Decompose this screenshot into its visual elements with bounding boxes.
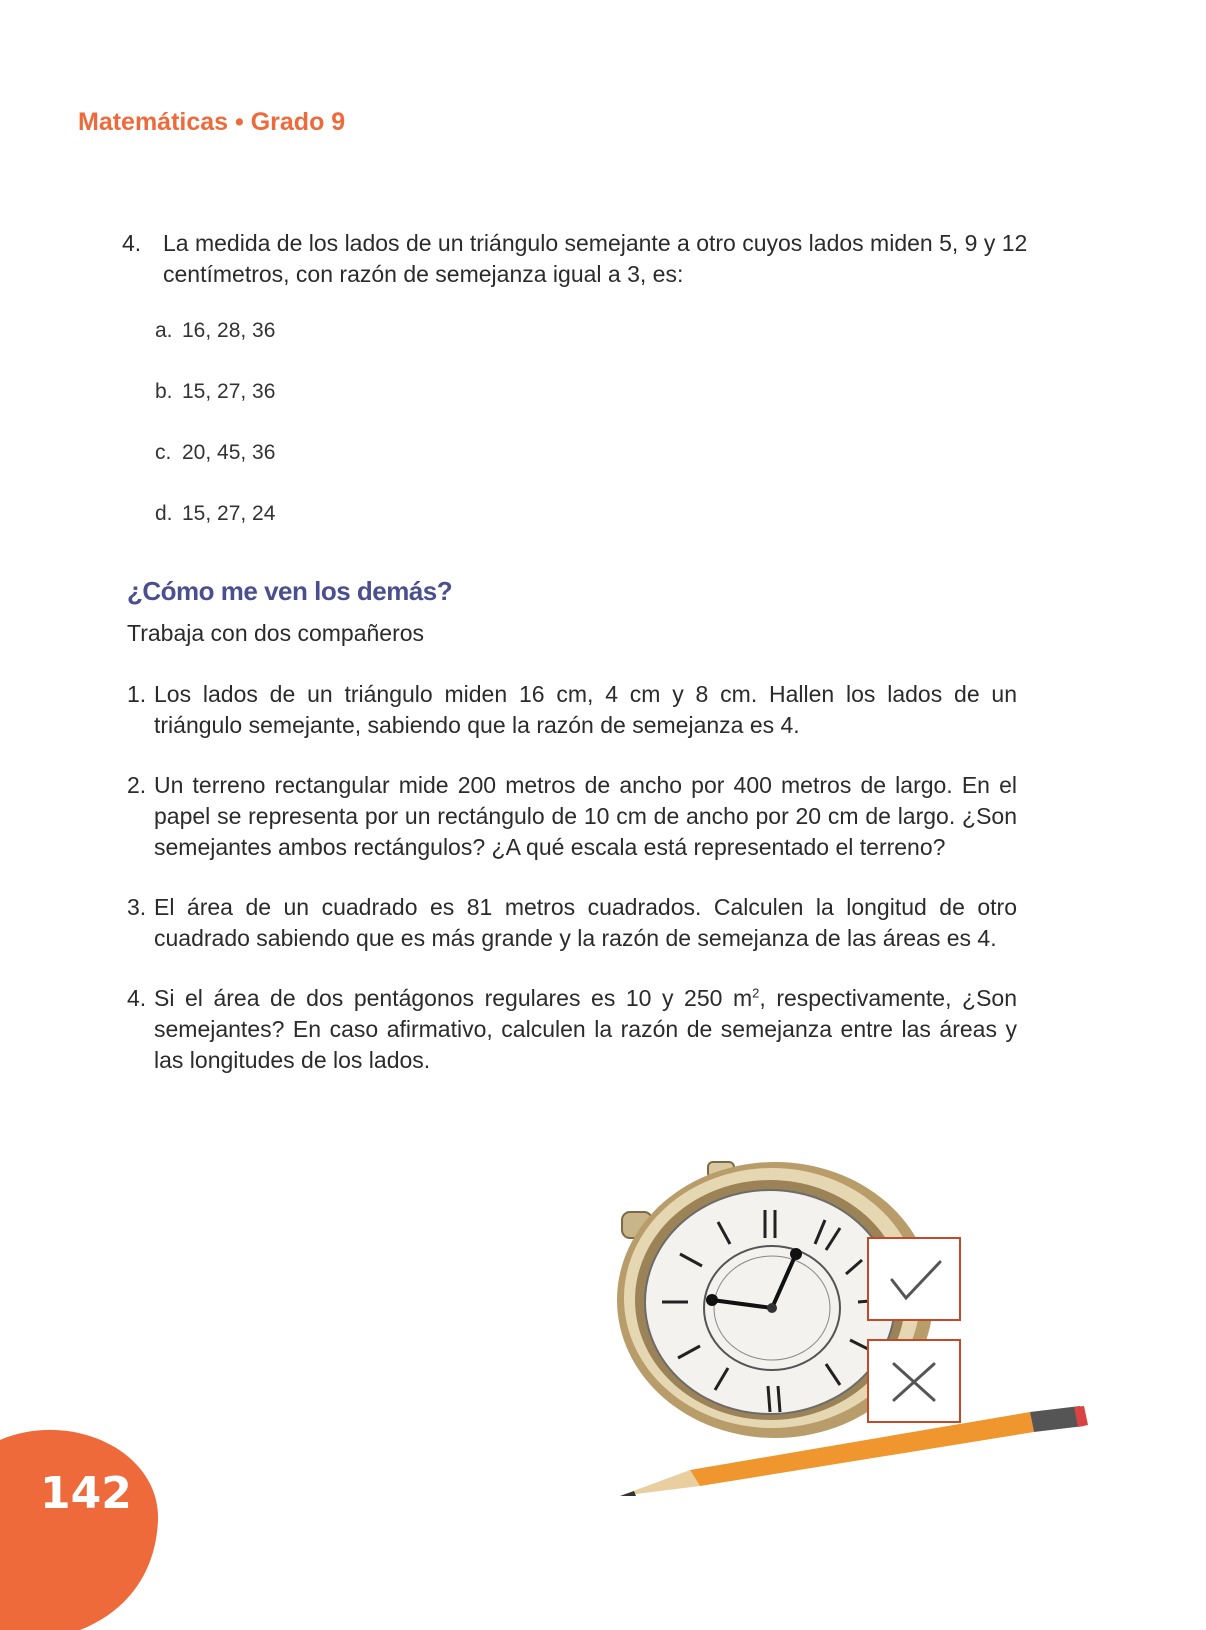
page-header: Matemáticas • Grado 9 [78, 108, 346, 136]
cross-icon [868, 1340, 960, 1422]
section-title: ¿Cómo me ven los demás? [127, 576, 453, 606]
exercise-text: El área de un cuadrado es 81 metros cuadrados. Calculen la longitud de otro cuadrado sabiendo que es más grande y la razón de semejanza de las áreas es 4. [154, 894, 1017, 951]
option-letter: b. [155, 380, 173, 403]
option-text: 15, 27, 24 [182, 502, 276, 525]
option-c [155, 441, 275, 465]
option-text: 15, 27, 36 [182, 380, 276, 403]
checkmark-icon [868, 1238, 960, 1320]
question-4 [122, 228, 1032, 290]
exercise-text: Un terreno rectangular mide 200 metros de ancho por 400 metros de largo. En el papel se representa por un rectángulo de 10 cm de ancho por 20 cm de largo. ¿Son semejantes ambos rectángulos? ¿A qué escala está representado el terreno? [154, 772, 1017, 860]
exercise-text-before: Si el área de dos pentágonos regulares es 10 y 250 m [154, 985, 753, 1011]
exercise-4 [127, 983, 1017, 1076]
question-text: La medida de los lados de un triángulo semejante a otro cuyos lados miden 5, 9 y 12 centímetros, con razón de semejanza igual a 3, es: [163, 230, 1028, 287]
option-text: 16, 28, 36 [182, 319, 276, 342]
option-a [155, 319, 275, 343]
exercise-3 [127, 892, 1017, 954]
exercise-text: Los lados de un triángulo miden 16 cm, 4 cm y 8 cm. Hallen los lados de un triángulo semejante, sabiendo que la razón de semejanza es 4. [154, 681, 1017, 738]
option-d [155, 502, 275, 526]
option-letter: c. [155, 441, 172, 464]
exercise-number: 1. [127, 681, 147, 707]
option-letter: d. [155, 502, 173, 525]
option-b [155, 380, 275, 404]
exercise-number: 3. [127, 894, 147, 920]
section-intro: Trabaja con dos compañeros [127, 620, 425, 646]
exercise-2 [127, 770, 1017, 863]
exercise-text [154, 983, 1017, 1076]
clock-illustration [600, 1150, 1100, 1530]
page-number-badge [0, 1420, 160, 1630]
option-letter: a. [155, 319, 173, 342]
exercise-number: 2. [127, 772, 147, 798]
exercise-text-after: , respectivamente, ¿Son semejantes? En caso afirmativo, calculen la razón de semejanza entre las áreas y las longitudes de los lados. [154, 985, 1017, 1073]
option-text: 20, 45, 36 [182, 441, 276, 464]
superscript: 2 [752, 985, 760, 1001]
exercise-1 [127, 679, 1017, 741]
question-number: 4. [122, 230, 142, 256]
exercise-number: 4. [127, 985, 147, 1011]
page-number: 142 [40, 1468, 132, 1519]
